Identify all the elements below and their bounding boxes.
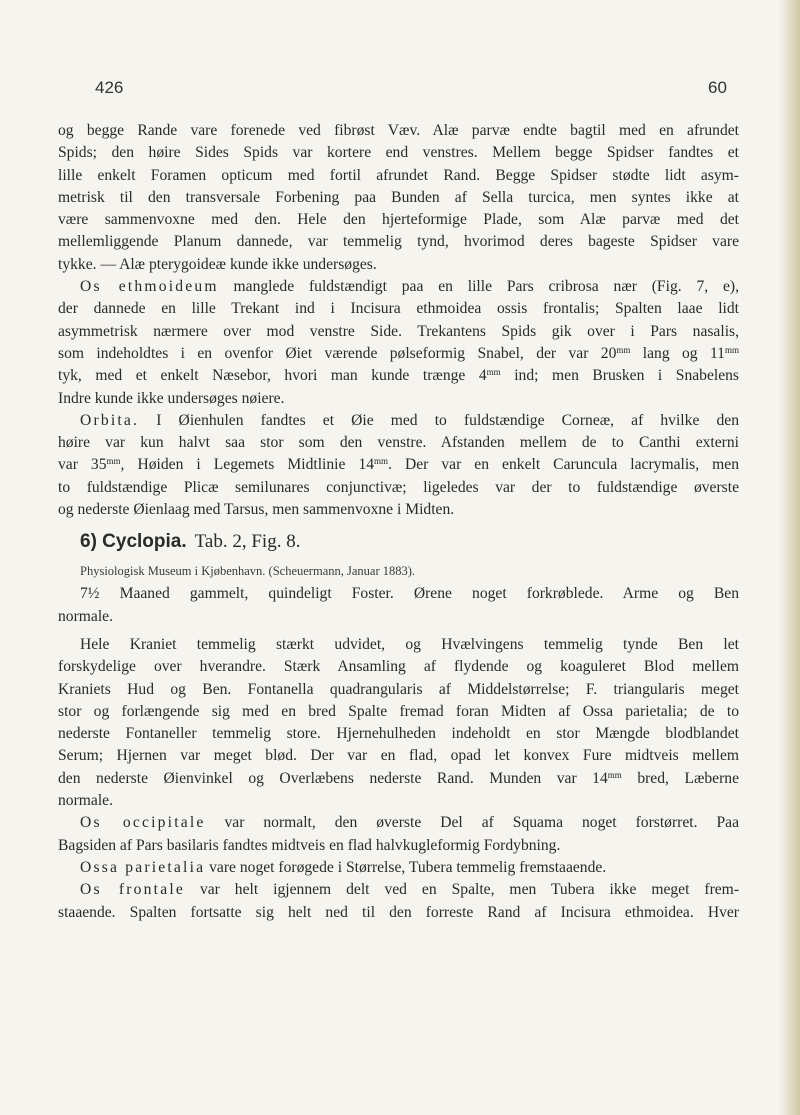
text-line: staaende. Spalten fortsatte sig helt ned til den forreste Rand af Incisura ethmoidea. Hver [58,903,739,921]
text-line: Indre kunde ikke undersøges nøiere. [58,389,285,407]
text-line: og begge Rande vare forenede ved fibrøst Væv. Alæ parvæ endte bagtil med en afrundet [58,122,739,139]
spaced-term: Orbita. [80,411,140,429]
unit-mm: mm [486,367,501,378]
paragraph-os-ethmoideum [58,276,739,410]
paragraph-intro [58,583,739,628]
text-line: Kraniets Hud og Ben. Fontanella quadrangularis af Middelstørrelse; F. triangularis meget [58,680,739,698]
text-line: Hele Kraniet temmelig stærkt udvidet, og Hvælvingens temmelig tynde Ben let [80,635,739,653]
text-line: Orbita. I Øienhulen fandtes et Øie med to fuldstændige Corneæ, af hvilke den [80,411,739,429]
text-line: forskydelige over hverandre. Stærk Ansamling af flydende og koaguleret Blod mellem [58,658,739,676]
text-line: og nederste Øienlaag med Tarsus, men sammenvoxne i Midten. [58,501,455,519]
section-figure-ref: Tab. 2, Fig. 8. [194,531,301,553]
text-line: være sammenvoxne med den. Hele den hjerteformige Plade, som Alæ parvæ med det [58,211,739,229]
text-line: 7½ Maaned gammelt, quindeligt Foster. Ørene noget forkrøblede. Arme og Ben [80,585,739,603]
unit-mm: mm [724,344,739,355]
text-line: mellemliggende Planum dannede, var temmelig tynd, hvorimod deres bageste Spidser vare [58,233,739,251]
page-number-right: 60 [708,78,727,97]
text-line: to fuldstændige Plicæ semilunares conjunctivæ; ligeledes var der to fuldstændige øverste [58,478,739,496]
spaced-term: Ossa parietalia [80,858,206,876]
text-line: der dannede en lille Trekant ind i Incisura ethmoidea ossis frontalis; Spalten laae lidt [58,300,739,318]
text-body [58,120,739,924]
text-line: Bagsiden af Pars basilaris fandtes midtveis en flad halvkugleformig Fordybning. [58,836,561,854]
text-line: var $35^{mm}$, Høiden i Legemets Midtlinie $14^{mm}$. Der var en enkelt Caruncula lacrymalis, men [58,456,739,474]
text-line: metrisk til den transversale Forbening paa Bunden af Sella turcica, men syntes ikke at [58,188,739,206]
text-line: stor og forlængende sig med en bred Spalte fremad foran Midten af Ossa parietalia; de to [58,702,739,720]
page-number-left: 426 [95,78,124,97]
spaced-term: Os ethmoideum [80,278,219,296]
text-line: nederste Fontaneller temmelig store. Hjernehulheden indeholdt en stor Mængde blodblandet [58,725,739,743]
page-edge-shadow [778,0,800,1115]
unit-mm: mm [616,344,631,355]
text-line: normale. [58,607,113,625]
text-line: asymmetrisk nærmere over mod venstre Side. Trekantens Spids gik over i Pars nasalis, [58,322,739,340]
text-line: som indeholdtes i en ovenfor Øiet værende pølseformig Snabel, der var $20^{mm}$ lang og $11^{mm}$ [58,344,739,362]
spaced-term: Os occipitale [80,814,206,832]
text-line: Os frontale var helt igjennem delt ved en Spalte, men Tubera ikke meget frem- [80,881,740,899]
text-line: Os ethmoideum manglede fuldstændigt paa en lille Pars cribrosa nær (Fig. 7, e), [80,278,739,296]
text-line: normale. [58,792,113,810]
running-header [0,78,800,102]
text-line: Spids; den høire Sides Spids var kortere end venstres. Mellem begge Spidser fandtes et [58,144,739,162]
spaced-term: Os frontale [80,881,185,899]
text-line: Os occipitale var normalt, den øverste Del af Squama noget forstørret. Paa [80,814,739,832]
text-line: lille enkelt Foramen opticum med fortil afrundet Rand. Begge Spidser stødte lidt asym- [58,166,739,184]
section-title: 6) Cyclopia. [80,531,187,553]
text-line: tyk, med et enkelt Næsebor, hvori man kunde trænge $4^{mm}$ ind; men Brusken i Snabelens [58,367,740,385]
paragraph-ala-parva [58,120,739,276]
paragraph-ossa-parietalia [58,857,739,879]
text-line: tykke. — Alæ pterygoideæ kunde ikke undersøges. [58,255,377,273]
paragraph-os-occipitale [58,812,739,857]
text-line: den nederste Øienvinkel og Overlæbens nederste Rand. Munden var $14^{mm}$ bred, Læberne [58,769,739,787]
text-line: høire var kun halvt saa stor som den venstre. Afstanden mellem de to Canthi externi [58,434,739,452]
section-heading [58,525,739,559]
paragraph-os-frontale [58,879,739,924]
paragraph-orbita [58,410,739,521]
unit-mm: mm [607,769,622,780]
paragraph-kraniet [58,634,739,812]
unit-mm: mm [106,456,121,467]
text-line: Ossa parietalia vare noget forøgede i Størrelse, Tubera temmelig fremstaaende. [80,858,607,876]
text-line: Serum; Hjernen var meget blød. Der var en flad, opad let konvex Fure midtveis mellem [58,747,739,765]
unit-mm: mm [374,456,389,467]
specimen-source: Physiologisk Museum i Kjøbenhavn. (Scheuermann, Januar 1883). [80,564,416,579]
